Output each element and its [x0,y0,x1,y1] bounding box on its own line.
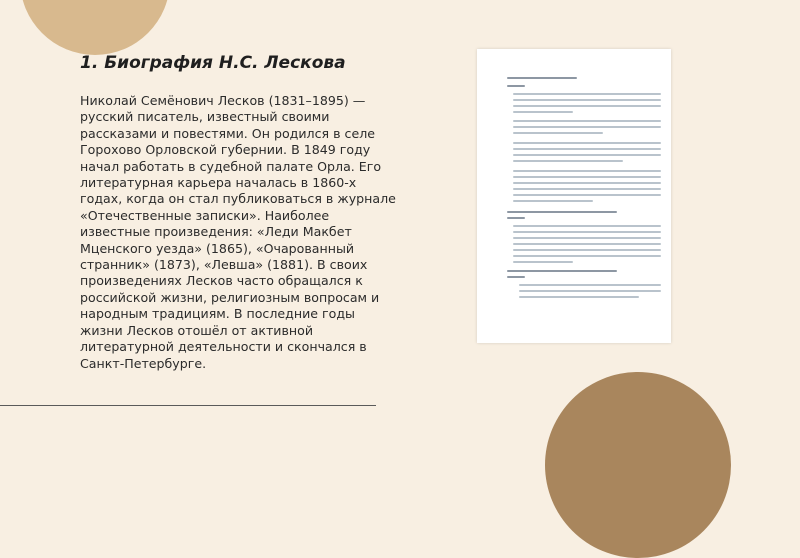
document-text-line [513,142,661,144]
document-text-line [513,225,661,227]
document-text-line [513,154,661,156]
decorative-circle-bottom [545,372,731,558]
document-text-line [513,249,661,251]
document-text-line [513,194,661,196]
document-text-line [513,188,661,190]
document-text-line [519,290,661,292]
document-text-line [513,105,661,107]
document-text-line [507,211,617,213]
divider-line [0,405,376,406]
document-text-line [513,261,573,263]
document-text-line [507,85,525,87]
document-text-line [513,99,661,101]
document-text-line [513,170,661,172]
document-text-line [513,126,661,128]
document-text-line [513,93,661,95]
decorative-circle-top [20,0,170,55]
document-text-line [507,276,525,278]
document-text-line [513,111,573,113]
document-text-line [519,296,639,298]
document-text-line [519,284,661,286]
document-text-line [507,217,525,219]
document-text-line [513,231,661,233]
biography-paragraph: Николай Семёнович Лесков (1831–1895) — русский писатель, известный своими рассказами и повестями. Он родился в селе Горохово Орловской губернии. В 1849 году начал работать в судебной палате Орла. Его литературная карьера началась в 1860-х годах, когда он стал публиковаться в журнале «Отечественные записки». Наиболее известные произведения: «Леди Макбет Мценского уезда» (1865), «Очарованный странник» (1873), «Левша» (1881). В своих произведениях Лесков часто обращался к российской жизни, религиозным вопросам и народным традициям. В последние годы жизни Лесков отошёл от активной литературной деятельности и скончался в Санкт-Петербурге. [80,93,396,371]
document-text-line [513,255,661,257]
document-text-line [507,270,617,272]
document-text-line [513,200,593,202]
document-text-line [513,182,661,184]
slide-title: 1. Биография Н.С. Лескова [80,53,346,73]
document-text-line [513,237,661,239]
document-text-line [513,243,661,245]
document-text-line [507,77,577,79]
document-text-line [513,148,661,150]
document-text-line [513,176,661,178]
document-thumbnail [477,49,671,343]
document-text-line [513,160,623,162]
document-text-line [513,132,603,134]
document-text-line [513,120,661,122]
